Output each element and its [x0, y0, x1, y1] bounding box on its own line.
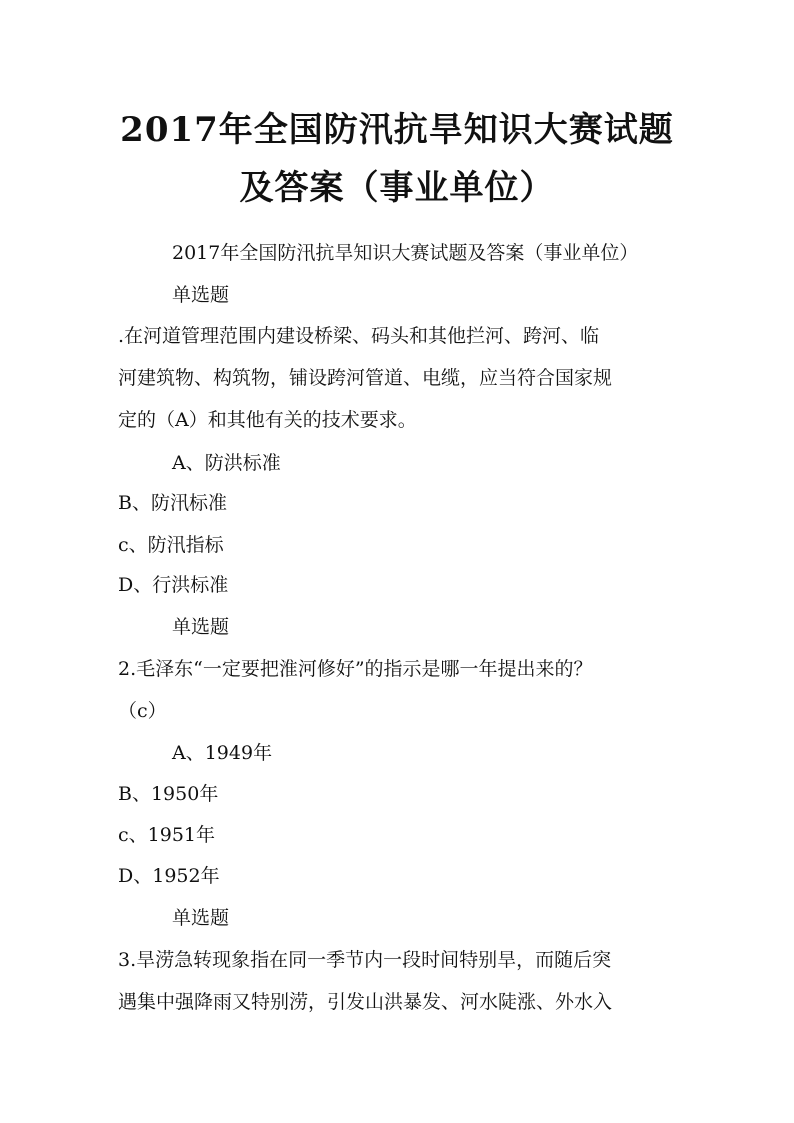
question-text-line: 河建筑物、构筑物，铺设跨河管道、电缆，应当符合国家规	[118, 367, 613, 389]
document-title-line-2: 及答案（事业单位）	[239, 168, 555, 208]
question-text-line: 遇集中强降雨又特别涝，引发山洪暴发、河水陡涨、外水入	[118, 991, 613, 1013]
answer-option: A、防洪标准	[172, 452, 281, 474]
answer-option: c、1951年	[118, 824, 215, 846]
answer-option: B、防汛标准	[118, 492, 227, 514]
question-text-line: 3.旱涝急转现象指在同一季节内一段时间特别旱，而随后突	[118, 949, 612, 971]
question-text-line: （c）	[118, 700, 167, 722]
answer-option: c、防汛指标	[118, 534, 224, 556]
question-type-label: 单选题	[172, 616, 230, 638]
answer-option: D、1952年	[118, 865, 220, 887]
question-type-label: 单选题	[172, 907, 230, 929]
question-text-line: .在河道管理范围内建设桥梁、码头和其他拦河、跨河、临	[118, 325, 600, 347]
answer-option: D、行洪标准	[118, 574, 229, 596]
question-text-line: 定的（A）和其他有关的技术要求。	[118, 409, 417, 431]
answer-option: B、1950年	[118, 783, 219, 805]
question-text-line: 2.毛泽东“一定要把淮河修好”的指示是哪一年提出来的？	[118, 658, 593, 680]
answer-option: A、1949年	[172, 742, 273, 764]
question-type-label: 单选题	[172, 284, 230, 306]
document-subtitle: 2017年全国防汛抗旱知识大赛试题及答案（事业单位）	[172, 242, 639, 264]
document-title-line-1: 2017年全国防汛抗旱知识大赛试题	[120, 110, 674, 150]
